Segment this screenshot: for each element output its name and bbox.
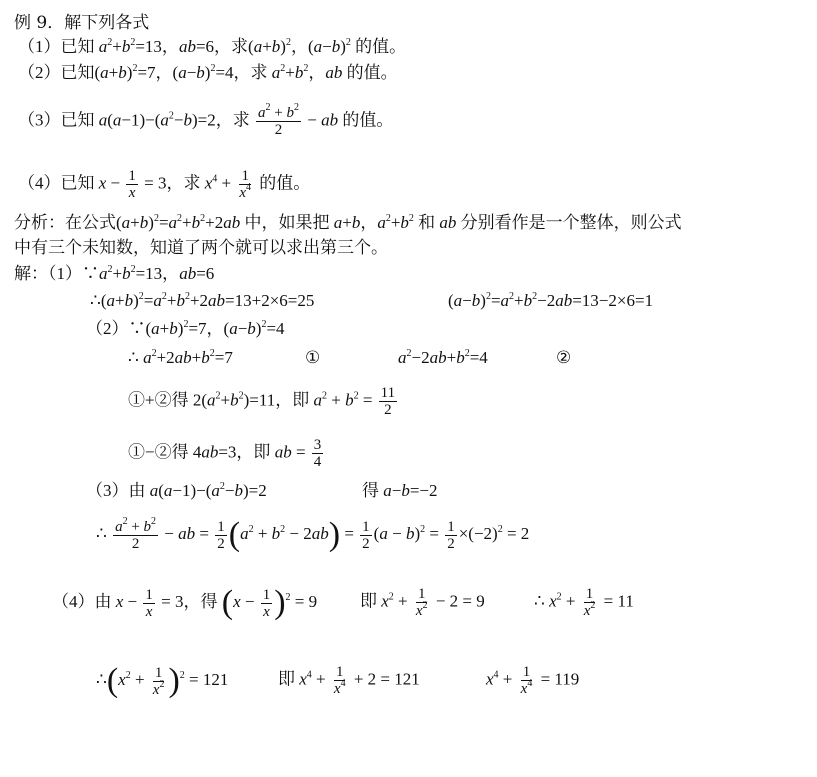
solution-1-diff-square: $(a-b)^2=a^2+b^2-2ab=13-2\times 6=1$ (448, 291, 654, 310)
circled-two-mark: ② (556, 348, 572, 368)
analysis-line-1: 分析：在公式$(a+b)^2=a^2+b^2+2ab$ 中，如果把 a+b，$a^2+b^2$ 和 ab 分别看作是一个整体，则公式 (14, 213, 682, 232)
solution-4-step5: 即 $x^4$ + $\frac{1}{x^4}$ + 2 = 121 (278, 664, 420, 697)
solution-4-step2: 即 $x^2$ + $\frac{1}{x^2}$ − 2 = 9 (360, 586, 485, 619)
solution-2-diff: ①−②得 4ab=3，即 ab = $\frac{3}{4}$ (128, 437, 322, 470)
solution-3-calc: ∴ $\frac{a^2 + b^2}{2}$ − ab = $\frac{1}{2}$ $(a^2 + b^2 - 2ab)$ = $\frac{1}{2}$ $(a - b)^2$ = $\frac{1}{2}$ $\times(-2)^2 = 2$ (96, 515, 530, 553)
solution-2-eq1: ∴ $a^2+2ab+b^2=7$ (128, 348, 233, 367)
solution-4-step1: （4）由 x − $\frac{1}{x}$ = 3，得 (x − $\frac{1}{x}$ )$^2$ = 9 (52, 584, 318, 621)
analysis-line-2: 中有三个未知数，知道了两个就可以求出第三个。 (14, 238, 388, 258)
solution-2-sum: ①+②得 $2(a^2+b^2)=11$，即 $a^2 + b^2$ = $\frac{11}{2}$ (128, 385, 396, 418)
solution-3-result: 得 a−b=−2 (362, 481, 438, 500)
solution-4-step3: ∴ $x^2$ + $\frac{1}{x^2}$ = 11 (534, 586, 634, 619)
solution-3-given: （3）由 $a(a-1)-(a^2-b)=2$ (86, 481, 267, 500)
question-2: （2）已知$(a+b)^2=7$，$(a-b)^2=4$，求 $a^2+b^2$，ab 的值。 (18, 63, 398, 82)
circled-one-mark: ① (305, 348, 321, 368)
question-4: （4）已知 x − $\frac{1}{x}$ = 3，求 $x^4$ + $\frac{1}{x^4}$ 的值。 (18, 168, 311, 201)
question-1: （1）已知 $a^2+b^2=13$，ab=6，求$(a+b)^2$，$(a-b)^2$ 的值。 (18, 37, 407, 56)
solution-2-eq2: $a^2-2ab+b^2=4$ (398, 348, 488, 367)
solution-4-step4: $\therefore(x^2$ + $\frac{1}{x^2}$ )$^2$ = 121 (96, 662, 229, 699)
question-3: （3）已知 $a(a-1)-(a^2-b)=2$，求 $\frac{a^2 + b^2}{2}$ − ab 的值。 (18, 102, 394, 138)
solution-1-given: 解：$(1)\because a^2+b^2=13$，ab=6 (14, 264, 215, 283)
example-title: 例 9．解下列各式 (14, 13, 150, 33)
solution-4-step6: $x^4$ + $\frac{1}{x^4}$ = 119 (486, 664, 580, 697)
solution-2-given: $(2)\because(a+b)^2=7$，$(a-b)^2=4$ (86, 319, 285, 338)
solution-1-sum-square: $\therefore(a+b)^2=a^2+b^2+2ab=13+2\times 6=25$ (90, 291, 315, 310)
